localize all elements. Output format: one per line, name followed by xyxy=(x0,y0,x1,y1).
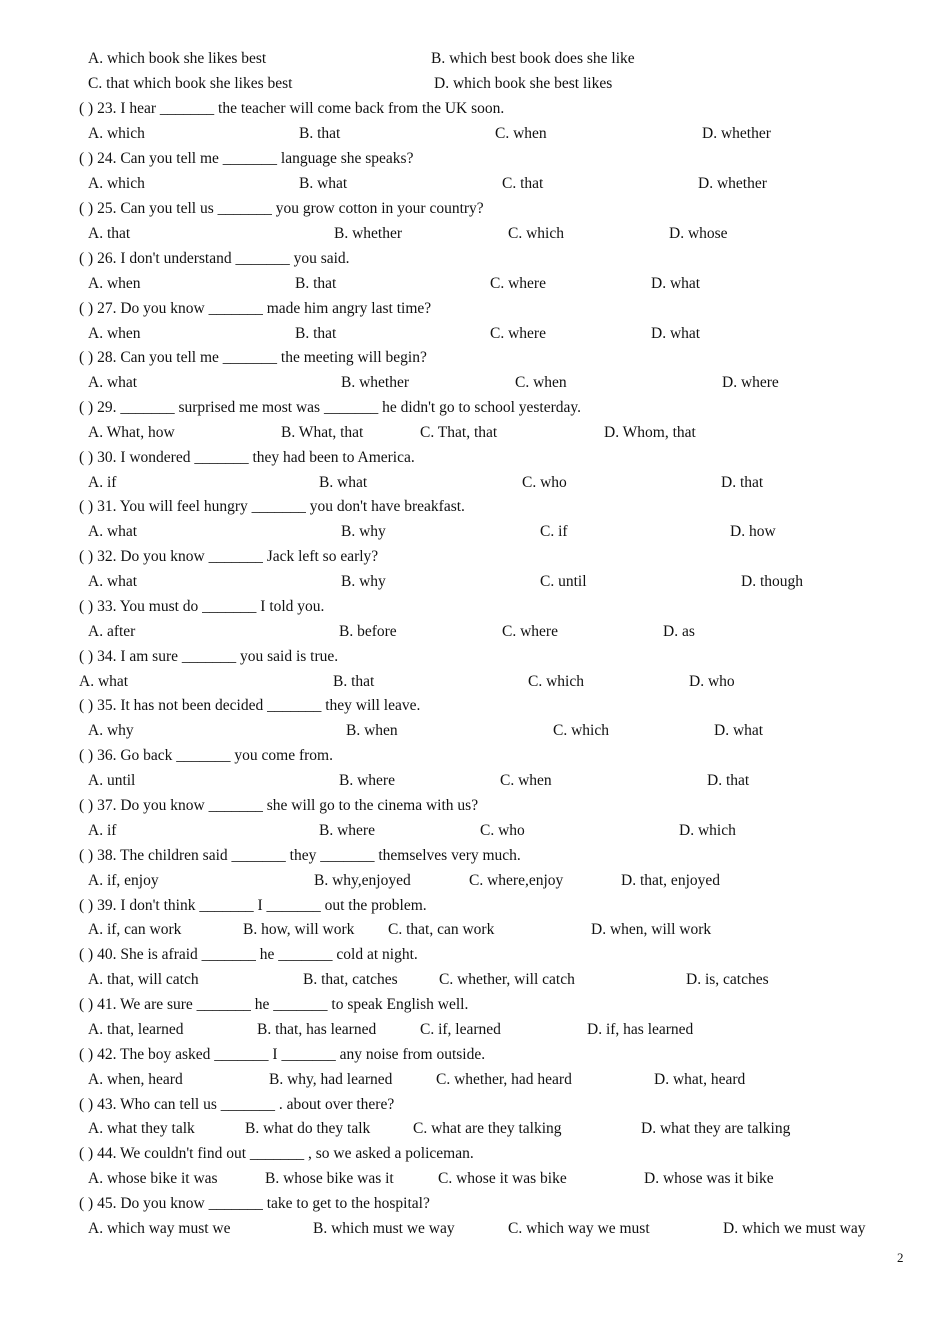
option-d: D. what xyxy=(714,722,764,739)
option-a: A. which xyxy=(88,175,145,192)
option-c: C. that, can work xyxy=(388,921,495,938)
option-d: D. what, heard xyxy=(654,1071,746,1088)
option-a: A. that, will catch xyxy=(88,971,199,988)
question-41: ( ) 41. We are sure _______ he _______ to speak English well. xyxy=(79,996,469,1013)
question-24: ( ) 24. Can you tell me _______ language she speaks? xyxy=(79,150,414,167)
option-a: A. that xyxy=(88,225,131,242)
option-c: C. when xyxy=(500,772,552,789)
question-34: ( ) 34. I am sure _______ you said is true. xyxy=(79,648,339,665)
option-a: A. if, enjoy xyxy=(88,872,159,889)
option-c: C. where xyxy=(490,325,546,342)
question-31: ( ) 31. You will feel hungry _______ you don't have breakfast. xyxy=(79,498,465,515)
option-c: C. until xyxy=(540,573,587,590)
question-29: ( ) 29. _______ surprised me most was _______ he didn't go to school yesterday. xyxy=(79,399,582,416)
option-b: B. when xyxy=(346,722,398,739)
question-25: ( ) 25. Can you tell us _______ you grow cotton in your country? xyxy=(79,200,484,217)
option-d: D. who xyxy=(689,673,735,690)
option-c: C. if xyxy=(540,523,568,540)
option-b: B. what do they talk xyxy=(245,1120,371,1137)
option-a: A. if, can work xyxy=(88,921,182,938)
question-42: ( ) 42. The boy asked _______ I _______ any noise from outside. xyxy=(79,1046,486,1063)
option-b: B. whose bike was it xyxy=(265,1170,394,1187)
option-a: A. if xyxy=(88,474,117,491)
option-a: A. why xyxy=(88,722,134,739)
option-d: D. as xyxy=(663,623,695,640)
option-c: C. who xyxy=(480,822,525,839)
option-c: C. where xyxy=(502,623,558,640)
option-b: B. why xyxy=(341,523,386,540)
option-a: A. that, learned xyxy=(88,1021,184,1038)
option-b: B. that xyxy=(299,125,341,142)
question-32: ( ) 32. Do you know _______ Jack left so early? xyxy=(79,548,379,565)
option-c: C. That, that xyxy=(420,424,498,441)
option-d: D. whether xyxy=(702,125,771,142)
option-d: D. when, will work xyxy=(591,921,712,938)
option-d: D. what xyxy=(651,275,701,292)
option-b: B. how, will work xyxy=(243,921,355,938)
option-a: A. what they talk xyxy=(88,1120,195,1137)
option-b: B. that xyxy=(333,673,375,690)
option-c: C. whether, had heard xyxy=(436,1071,572,1088)
option-b: B. why,enjoyed xyxy=(314,872,411,889)
option-b: B. that xyxy=(295,275,337,292)
option-b: B. what xyxy=(319,474,368,491)
option-b: B. why xyxy=(341,573,386,590)
option-d: D. what xyxy=(651,325,701,342)
option-d: D. whether xyxy=(698,175,767,192)
question-30: ( ) 30. I wondered _______ they had been to America. xyxy=(79,449,415,466)
option-c: C. when xyxy=(495,125,547,142)
option-a: A. whose bike it was xyxy=(88,1170,218,1187)
question-39: ( ) 39. I don't think _______ I _______ out the problem. xyxy=(79,897,427,914)
option-a-intro: A. which book she likes best xyxy=(88,50,267,67)
option-c: C. which xyxy=(508,225,564,242)
question-37: ( ) 37. Do you know _______ she will go to the cinema with us? xyxy=(79,797,479,814)
option-b: B. that, has learned xyxy=(257,1021,377,1038)
option-a: A. until xyxy=(88,772,136,789)
option-a: A. which way must we xyxy=(88,1220,231,1237)
option-a: A. What, how xyxy=(88,424,175,441)
option-c: C. what are they talking xyxy=(413,1120,562,1137)
option-c: C. where,enjoy xyxy=(469,872,564,889)
option-a: A. what xyxy=(88,523,138,540)
option-b: B. What, that xyxy=(281,424,364,441)
question-26: ( ) 26. I don't understand _______ you said. xyxy=(79,250,350,267)
option-b: B. that xyxy=(295,325,337,342)
option-a: A. what xyxy=(79,673,129,690)
option-b: B. which must we way xyxy=(313,1220,455,1237)
option-b: B. why, had learned xyxy=(269,1071,393,1088)
option-d: D. which we must way xyxy=(723,1220,866,1237)
question-43: ( ) 43. Who can tell us _______ . about over there? xyxy=(79,1096,395,1113)
option-d: D. how xyxy=(730,523,776,540)
option-b: B. where xyxy=(339,772,395,789)
option-c: C. whether, will catch xyxy=(439,971,575,988)
option-d: D. that xyxy=(721,474,764,491)
option-c: C. which xyxy=(528,673,584,690)
option-b-intro: B. which best book does she like xyxy=(431,50,635,67)
question-33: ( ) 33. You must do _______ I told you. xyxy=(79,598,325,615)
question-38: ( ) 38. The children said _______ they _______ themselves very much. xyxy=(79,847,521,864)
option-a: A. which xyxy=(88,125,145,142)
question-27: ( ) 27. Do you know _______ made him angry last time? xyxy=(79,300,432,317)
option-c: C. which way we must xyxy=(508,1220,650,1237)
option-b: B. whether xyxy=(341,374,410,391)
option-d: D. that xyxy=(707,772,750,789)
option-d: D. Whom, that xyxy=(604,424,696,441)
option-d: D. whose was it bike xyxy=(644,1170,774,1187)
option-c: C. when xyxy=(515,374,567,391)
question-36: ( ) 36. Go back _______ you come from. xyxy=(79,747,333,764)
option-d: D. which xyxy=(679,822,736,839)
option-b: B. what xyxy=(299,175,348,192)
option-b: B. whether xyxy=(334,225,403,242)
option-a: A. after xyxy=(88,623,136,640)
option-d: D. what they are talking xyxy=(641,1120,791,1137)
option-d-intro: D. which book she best likes xyxy=(434,75,613,92)
option-c: C. who xyxy=(522,474,567,491)
question-45: ( ) 45. Do you know _______ take to get to the hospital? xyxy=(79,1195,430,1212)
option-a: A. what xyxy=(88,573,138,590)
option-d: D. is, catches xyxy=(686,971,769,988)
option-c: C. where xyxy=(490,275,546,292)
option-c: C. that xyxy=(502,175,544,192)
option-b: B. before xyxy=(339,623,397,640)
option-d: D. if, has learned xyxy=(587,1021,694,1038)
page-number: 2 xyxy=(897,1250,904,1265)
question-40: ( ) 40. She is afraid _______ he _______ cold at night. xyxy=(79,946,418,963)
option-c: C. which xyxy=(553,722,609,739)
question-28: ( ) 28. Can you tell me _______ the meeting will begin? xyxy=(79,349,427,366)
option-a: A. when xyxy=(88,275,141,292)
question-44: ( ) 44. We couldn't find out _______ , so we asked a policeman. xyxy=(79,1145,474,1162)
option-a: A. when xyxy=(88,325,141,342)
option-c: C. if, learned xyxy=(420,1021,501,1038)
question-35: ( ) 35. It has not been decided _______ they will leave. xyxy=(79,697,421,714)
option-a: A. if xyxy=(88,822,117,839)
option-a: A. when, heard xyxy=(88,1071,183,1088)
option-d: D. whose xyxy=(669,225,728,242)
option-b: B. where xyxy=(319,822,375,839)
option-c-intro: C. that which book she likes best xyxy=(88,75,293,92)
option-d: D. that, enjoyed xyxy=(621,872,721,889)
question-23: ( ) 23. I hear _______ the teacher will come back from the UK soon. xyxy=(79,100,505,117)
option-d: D. though xyxy=(741,573,803,590)
option-d: D. where xyxy=(722,374,779,391)
option-b: B. that, catches xyxy=(303,971,398,988)
option-c: C. whose it was bike xyxy=(438,1170,567,1187)
option-a: A. what xyxy=(88,374,138,391)
